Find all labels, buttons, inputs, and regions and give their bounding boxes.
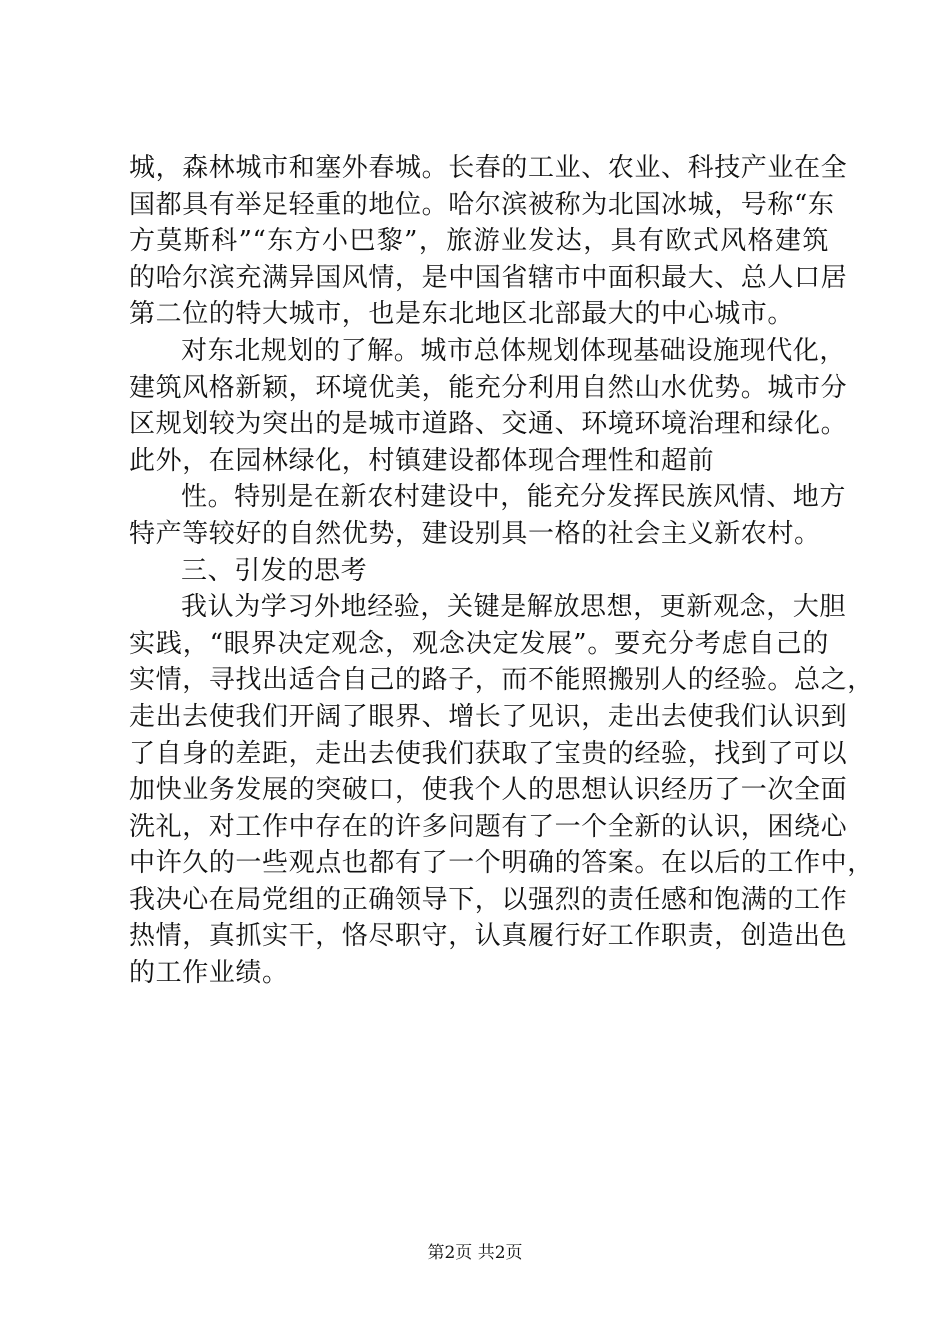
text-line: 实践，“眼界决定观念，观念决定发展”。要充分考虑自己的: [129, 628, 829, 659]
text-line: 建筑风格新颖，环境优美，能充分利用自然山水优势。城市分: [129, 372, 848, 403]
text-line: 城，森林城市和塞外春城。长春的工业、农业、科技产业在全: [129, 153, 848, 183]
text-line: 我认为学习外地经验，关键是解放思想，更新观念，大胆: [181, 592, 847, 623]
text-line: 方莫斯科”“东方小巴黎”，旅游业发达，具有欧式风格建筑: [129, 226, 829, 257]
text-line: 第二位的特大城市，也是东北地区北部最大的中心城市。: [129, 299, 795, 330]
text-line: 的工作业绩。: [129, 958, 289, 989]
document-body: [129, 150, 874, 992]
section-heading: 三、引发的思考: [181, 555, 368, 586]
text-line: 洗礼，对工作中存在的许多问题有了一个全新的认识，困绕心: [129, 811, 848, 842]
text-line: 特产等较好的自然优势，建设别具一格的社会主义新农村。: [129, 518, 821, 549]
text-line: 性。特别是在新农村建设中，能充分发挥民族风情、地方: [181, 482, 847, 513]
text-line: 实情，寻找出适合自己的路子，而不能照搬别人的经验。总之，: [129, 665, 874, 696]
text-line: 加快业务发展的突破口，使我个人的思想认识经历了一次全面: [129, 775, 848, 806]
text-line: 此外，在园林绿化，村镇建设都体现合理性和超前: [129, 445, 715, 476]
text-line: 走出去使我们开阔了眼界、增长了见识，走出去使我们认识到: [129, 701, 848, 732]
text-line: 中许久的一些观点也都有了一个明确的答案。在以后的工作中，: [129, 848, 874, 879]
text-line: 热情，真抓实干，恪尽职守，认真履行好工作职责，创造出色: [129, 921, 848, 952]
text-line: 国都具有举足轻重的地位。哈尔滨被称为北国冰城，号称“东: [129, 189, 835, 220]
text-line: 了自身的差距，走出去使我们获取了宝贵的经验，找到了可以: [129, 738, 848, 769]
text-line: 我决心在局党组的正确领导下，以强烈的责任感和饱满的工作: [129, 884, 848, 915]
text-line: 的哈尔滨充满异国风情，是中国省辖市中面积最大、总人口居: [129, 262, 848, 293]
text-line: 区规划较为突出的是城市道路、交通、环境环境治理和绿化。: [129, 409, 848, 440]
page-number-footer: 第2页 共2页: [427, 1243, 523, 1263]
text-line: 对东北规划的了解。城市总体规划体现基础设施现代化，: [181, 335, 847, 366]
